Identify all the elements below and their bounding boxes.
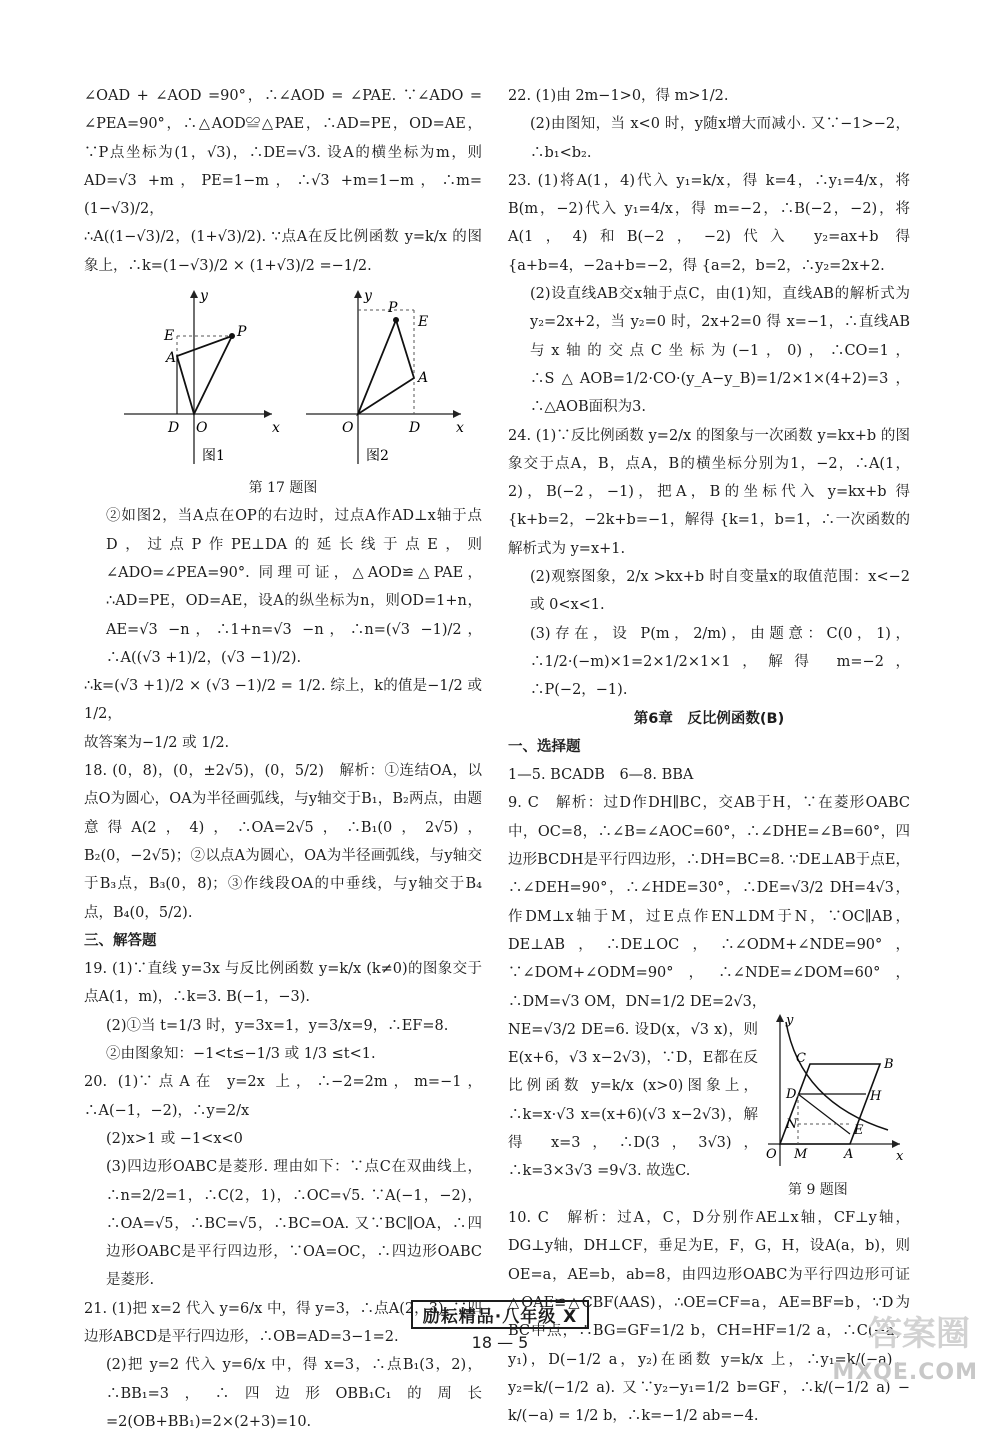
fig2-label-D: D (409, 420, 421, 437)
q24-part3: (3)存在，设 P(m，2/m)，由题意：C(0，1)，∴1/2·(−m)×1=2×1/2×1×1，解得 m=−2，∴P(−2，−1). (530, 625, 910, 699)
fig1-caption: 图1 (202, 448, 225, 465)
section-1-heading: 一、选择题 (508, 738, 581, 755)
figure-17-diagram-1 (124, 286, 294, 466)
fig2-label-y: y (364, 288, 372, 305)
chapter-heading: 第6章 反比例函数(B) (633, 710, 785, 727)
fig9-label-B: B (884, 1056, 894, 1072)
q10-answer: 10. C 解析：过A，C，D分别作AE⊥x轴，CF⊥y轴，DG⊥y轴，DH⊥CF，垂足为E，F，G，H，设A(a，b)，则OE=a，AE=b，ab=8，由四边形OABC为平行四边形可证△OAE≌△CBF(AAS)，∴OE=CF=a，AE=BF=b，∵D为BC中点，∴BG=GF=1/2 b，CH=HF=1/2 a，∴C(−a，y₁)，D(−1/2 a，y₂)在函数 y=k/x 上，∴y₁=k/(−a)，y₂=k/(−1/2 a). 又∵y₂−y₁=1/2 b=GF，∴k/(−1/2 a) − k/(−a) = 1/2 b，∴k=−1/2 ab=−4. (508, 1210, 910, 1425)
figure-17-diagram-2 (306, 286, 476, 466)
series-brand: 励耘精品·八年级 X (411, 1300, 589, 1329)
section-3-heading: 三、解答题 (84, 932, 157, 949)
fig2-label-O: O (342, 420, 354, 437)
figure-9-diagram (760, 1012, 910, 1172)
q20-part1: 20. (1)∵点A在 y=2x 上，∴−2=2m，m=−1，∴A(−1，−2)，∴y=2/x (84, 1074, 482, 1119)
fig1-label-x: x (272, 420, 280, 437)
q18-answer: 18. (0，8)，(0，±2√5)，(0，5/2) 解析：①连结OA，以点O为圆心，OA为半径画弧线，与y轴交于B₁，B₂两点，由题意得A(2，4)，∴OA=2√5，∴B₁(0，2√5)，B₂(0，−2√5)；②以点A为圆心，OA为半径画弧线，与y轴交于B₃点，B₃(0，8)；③作线段OA的中垂线，与y轴交于B₄点，B₄(0，5/2). (84, 763, 482, 921)
right-column (508, 82, 910, 1430)
fig1-label-A: A (166, 350, 177, 367)
q17-solution-part5: 故答案为−1/2 或 1/2. (84, 734, 230, 751)
fig9-label-H: H (870, 1088, 882, 1104)
fig2-label-A: A (418, 370, 429, 387)
fig9-label-D: D (786, 1086, 797, 1102)
fig1-label-E: E (164, 328, 175, 345)
fig9-label-N: N (786, 1116, 798, 1132)
fig2-caption: 图2 (366, 448, 389, 465)
fig2-label-x: x (456, 420, 464, 437)
q23-part1: 23. (1)将A(1，4)代入 y₁=k/x，得 k=4，∴y₁=4/x，将B(m，−2)代入 y₁=4/x，得 m=−2，∴B(−2，−2)，将A(1，4)和B(−2，−2)代入 y₂=ax+b 得 {a+b=4，−2a+b=−2，得 {a=2，b=2，∴y₂=2x+2. (508, 172, 910, 274)
fig9-label-C: C (796, 1050, 806, 1066)
fig9-label-y: y (786, 1012, 794, 1028)
figure-17-title: 第 17 题图 (248, 480, 318, 497)
left-column (84, 82, 482, 1436)
fig9-label-x: x (896, 1148, 904, 1164)
choice-answers: 1—5. BCADB 6—8. BBA (508, 767, 694, 784)
q17-solution-part4: ∴k=(√3 +1)/2 × (√3 −1)/2 = 1/2. 综上，k的值是−1/2 或 1/2， (84, 678, 482, 723)
fig1-label-D: D (168, 420, 180, 437)
fig9-label-A: A (844, 1146, 854, 1162)
q22-part1: 22. (1)由 2m−1>0，得 m>1/2. (508, 88, 729, 104)
q20-part2: (2)x>1 或 −1<x<0 (106, 1130, 243, 1147)
q24-part1: 24. (1)∵反比例函数 y=2/x 的图象与一次函数 y=kx+b 的图象交于点A，B，点A，B的横坐标分别为1，−2，∴A(1，2)，B(−2，−1)，把A，B的坐标代入 y=kx+b 得 {k+b=2，−2k+b=−1，解得 {k=1，b=1，∴一次函数的解析式为 y=x+1. (508, 427, 910, 557)
figure-9-title: 第 9 题图 (788, 1181, 848, 1198)
page-number: 18 — 5 (471, 1333, 529, 1352)
fig9-label-O: O (766, 1146, 777, 1162)
watermark-chinese: 答案圈 (868, 1314, 970, 1354)
fig1-label-P: P (237, 324, 247, 341)
fig1-label-y: y (200, 288, 208, 305)
page-footer (0, 1300, 1000, 1352)
q24-part2: (2)观察图象，2/x >kx+b 时自变量x的取值范围：x<−2 或 0<x<1. (530, 569, 910, 614)
q9-part1: 9. C 解析：过D作DH∥BC，交AB于H，∵在菱形OABC中，OC=8，∴∠B=∠AOC=60°，∴∠DHE=∠B=60°，四边形BCDH是平行四边形，∴DH=BC=8. ∵DE⊥AB于点E，∴∠DEH=90°，∴∠HDE=30°，∴DE=√3/2 DH=4√3，作DM⊥x轴于M，过E点作EN⊥DM于N，∵OC∥AB，DE⊥AB，∴DE⊥OC，∴∠ODM+∠NDE=90°，∵∠DOM+∠ODM=90°，∴∠NDE=∠DOM=60°，∴DM=√3 OM，DN=1/2 DE=2√3， (508, 795, 910, 1010)
q21-part1: 21. (1)把 x=2 代入 y=6/x 中，得 y=3，∴点A(2，3). ∵四边形ABCD是平行四边形，∴OB=AD=3−1=2. (84, 1300, 482, 1345)
figure-17 (84, 286, 482, 472)
q17-solution-part3: ②如图2，当A点在OP的右边时，过点A作AD⊥x轴于点D，过点P作PE⊥DA的延长线于点E，则∠ADO=∠PEA=90°. 同理可证，△AOD≌△PAE，∴AD=PE，OD=AE，设A的纵坐标为n，则OD=1+n，AE=√3 −n，∴1+n=√3 −n，∴n=(√3 −1)/2，∴A((√3 +1)/2，(√3 −1)/2). (106, 508, 482, 666)
fig9-label-M: M (794, 1146, 808, 1162)
q22-part2: (2)由图知，当 x<0 时，y随x增大而减小. 又∵−1>−2，∴b₁<b₂. (530, 116, 910, 161)
q9-with-figure (508, 1012, 910, 1180)
q19-part3: ②由图象知：−1<t≤−1/3 或 1/3 ≤t<1. (106, 1046, 376, 1063)
q23-part2: (2)设直线AB交x轴于点C，由(1)知，直线AB的解析式为 y₂=2x+2，当 y₂=0 时，2x+2=0 得 x=−1，∴直线AB与x轴的交点C坐标为(−1，0)，∴CO=1，∴S△AOB=1/2·CO·(y_A−y_B)=1/2×1×(4+2)=3，∴△AOB面积为3. (530, 286, 910, 416)
q17-solution-part1: ∠OAD + ∠AOD =90°，∴∠AOD = ∠PAE. ∵∠ADO = ∠PEA=90°，∴△AOD≌△PAE，∴AD=PE，OD=AE，∵P点坐标为(1，√3)，∴DE=√3. 设A的横坐标为m，则AD=√3 +m，PE=1−m，∴√3 +m=1−m，∴m=(1−√3)/2， (84, 88, 482, 218)
q20-part3: (3)四边形OABC是菱形. 理由如下：∵点C在双曲线上，∴n=2/2=1，∴C(2，1)，∴OC=√5. ∵A(−1，−2)，∴OA=√5，∴BC=√5，∴BC=OA. 又∵BC∥OA，∴四边形OABC是平行四边形，∵OA=OC，∴四边形OABC是菱形. (106, 1159, 482, 1289)
fig2-label-E: E (418, 314, 429, 331)
watermark-domain: MXQE.COM (832, 1360, 978, 1385)
q9-part2: NE=√3/2 DE=6. 设D(x，√3 x)，则E(x+6，√3 x−2√3)，∵D，E都在反比例函数 y=k/x (x>0)图象上，∴k=x·√3 x=(x+6)(√3 x−2√3)，解得 x=3，∴D(3，3√3)，∴k=3×3√3 =9√3. 故选C. (508, 1021, 758, 1180)
fig2-label-P: P (388, 300, 398, 317)
q19-part1: 19. (1)∵直线 y=3x 与反比例函数 y=k/x (k≠0)的图象交于点A(1，m)，∴k=3. B(−1，−3). (84, 961, 482, 1006)
fig1-label-O: O (196, 420, 208, 437)
q19-part2: (2)①当 t=1/3 时，y=3x=1，y=3/x=9，∴EF=8. (106, 1017, 449, 1034)
fig9-label-E: E (854, 1122, 864, 1138)
q17-solution-part2: ∴A((1−√3)/2，(1+√3)/2). ∵点A在反比例函数 y=k/x 的图象上，∴k=(1−√3)/2 × (1+√3)/2 =−1/2. (84, 229, 482, 274)
q21-part2: (2)把 y=2 代入 y=6/x 中，得 x=3，∴点B₁(3，2)，∴BB₁=3，∴四边形OBB₁C₁的周长=2(OB+BB₁)=2×(2+3)=10. (106, 1357, 482, 1430)
